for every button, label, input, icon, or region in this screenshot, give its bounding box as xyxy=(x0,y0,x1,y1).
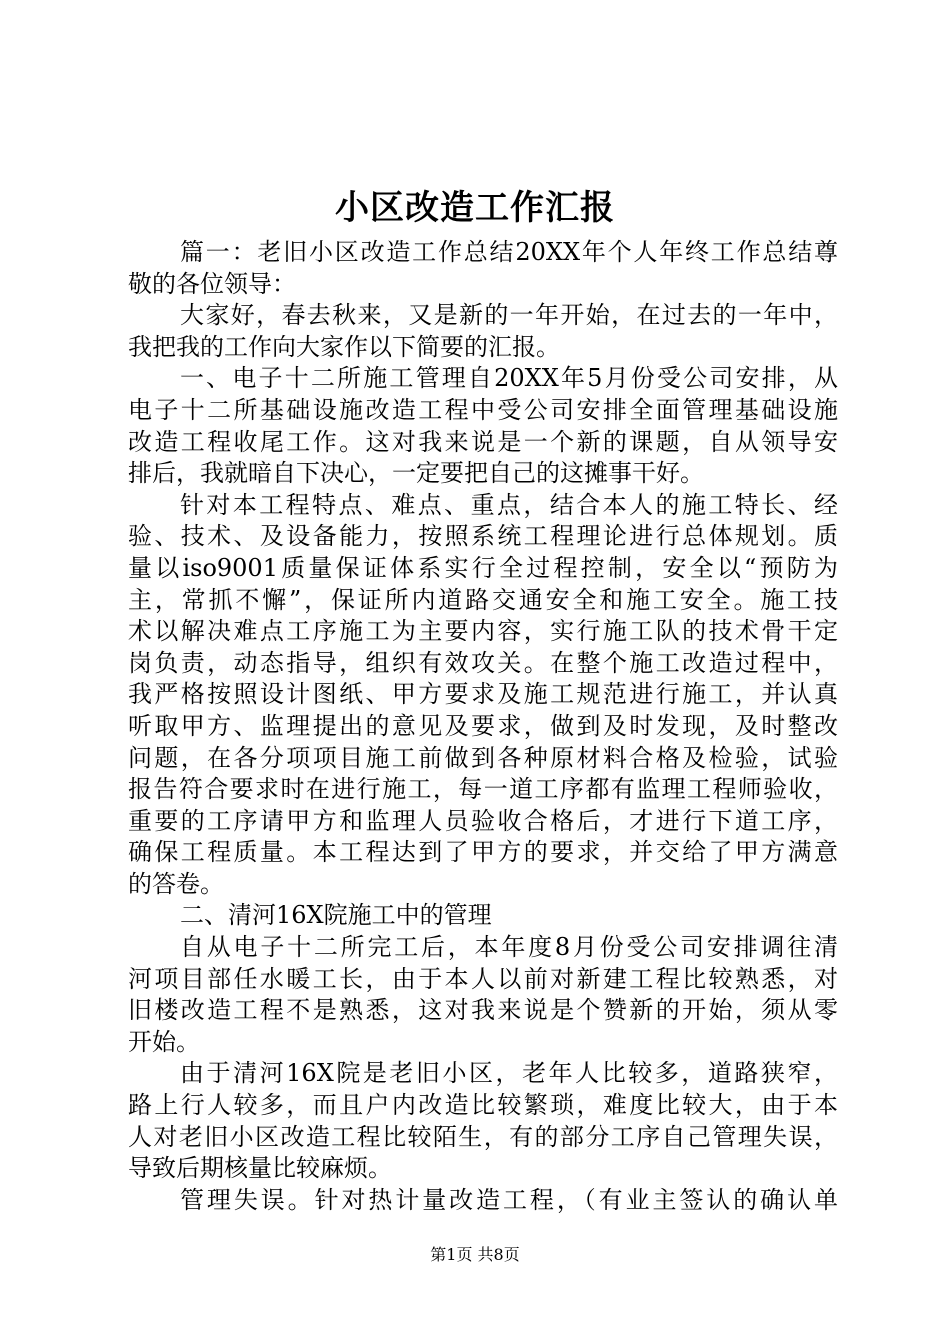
text-line: 术以解决难点工序施工为主要内容，实行施工队的技术骨干定 xyxy=(128,617,838,646)
page-footer: 第1页 共8页 xyxy=(430,1245,520,1264)
text-line: 二、清河16X院施工中的管理 xyxy=(180,901,492,930)
document-body xyxy=(128,237,838,1216)
text-line: 篇一：老旧小区改造工作总结20XX年个人年终工作总结尊 xyxy=(180,238,838,266)
text-line: 导致后期核量比较麻烦。 xyxy=(128,1154,392,1183)
text-line: 电子十二所基础设施改造工程中受公司安排全面管理基础设施 xyxy=(128,395,838,424)
text-line: 重要的工序请甲方和监理人员验收合格后，才进行下道工序， xyxy=(128,806,838,835)
document-title: 小区改造工作汇报 xyxy=(335,188,615,228)
text-line: 验、技术、及设备能力，按照系统工程理论进行总体规划。质 xyxy=(128,522,838,551)
text-line: 开始。 xyxy=(128,1027,200,1056)
text-line: 路上行人较多，而且户内改造比较繁琐，难度比较大，由于本 xyxy=(128,1091,838,1120)
text-line: 报告符合要求时在进行施工，每一道工序都有监理工程师验收， xyxy=(128,775,838,804)
text-line: 管理失误。针对热计量改造工程，（有业主签认的确认单 xyxy=(180,1185,838,1214)
text-line: 排后，我就暗自下决心，一定要把自己的这摊事干好。 xyxy=(128,459,704,488)
text-line: 确保工程质量。本工程达到了甲方的要求，并交给了甲方满意 xyxy=(128,838,838,867)
text-line: 旧楼改造工程不是熟悉，这对我来说是个赞新的开始，须从零 xyxy=(128,996,838,1025)
text-line: 岗负责，动态指导，组织有效攻关。在整个施工改造过程中， xyxy=(128,648,838,677)
text-line: 人对老旧小区改造工程比较陌生，有的部分工序自己管理失误， xyxy=(128,1122,838,1151)
text-line: 敬的各位领导： xyxy=(128,269,296,298)
text-line: 我严格按照设计图纸、甲方要求及施工规范进行施工，并认真 xyxy=(128,680,838,709)
text-line: 针对本工程特点、难点、重点，结合本人的施工特长、经 xyxy=(180,490,838,519)
text-line: 自从电子十二所完工后，本年度8月份受公司安排调往清 xyxy=(180,933,838,962)
text-line: 量以iso9001质量保证体系实行全过程控制，安全以“预防为 xyxy=(128,553,838,582)
text-line: 主，常抓不懈”，保证所内道路交通安全和施工安全。施工技 xyxy=(128,585,838,614)
text-line: 大家好，春去秋来，又是新的一年开始，在过去的一年中， xyxy=(180,301,838,330)
text-line: 一、电子十二所施工管理自20XX年5月份受公司安排，从 xyxy=(180,364,838,393)
text-line: 听取甲方、监理提出的意见及要求，做到及时发现，及时整改 xyxy=(128,711,838,740)
text-line: 的答卷。 xyxy=(128,869,224,898)
text-line: 河项目部任水暖工长，由于本人以前对新建工程比较熟悉，对 xyxy=(128,964,838,993)
text-line: 我把我的工作向大家作以下简要的汇报。 xyxy=(128,332,560,361)
text-line: 改造工程收尾工作。这对我来说是一个新的课题，自从领导安 xyxy=(128,427,838,456)
text-line: 由于清河16X院是老旧小区，老年人比较多，道路狭窄， xyxy=(180,1059,838,1088)
text-line: 问题，在各分项项目施工前做到各种原材料合格及检验，试验 xyxy=(128,743,838,772)
